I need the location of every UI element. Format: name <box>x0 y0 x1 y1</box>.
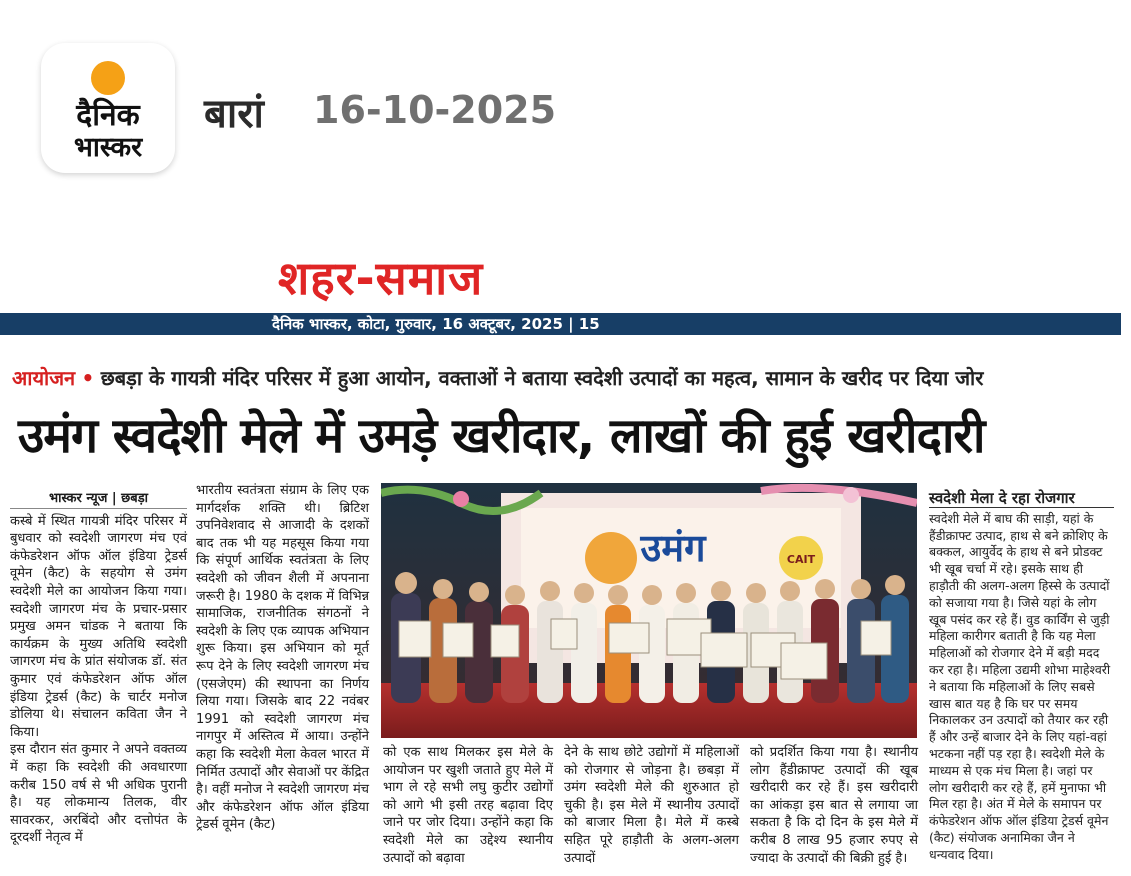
sidebar-heading: स्वदेशी मेला दे रहा रोजगार <box>929 490 1114 508</box>
sidebar-box <box>929 490 1114 864</box>
event-photo-graphic <box>381 483 917 738</box>
event-photo <box>381 483 917 738</box>
logo-line-2: भास्कर <box>73 132 143 163</box>
article-byline: भास्कर न्यूज | छबड़ा <box>10 490 187 509</box>
article-column-5: को प्रदर्शित किया गया है। स्थानीय लोग हैंडीक्राफ्ट उत्पादों की खूब खरीदारी कर रहे हैं। इस खरीदारी का आंकड़ा इस बात से लगाया जा सकता है कि दो दिन के इस मेले में करीब 8 लाख 95 हजार रुपए से ज्यादा के उत्पादों की बिक्री हुई है। <box>750 745 918 866</box>
article-column-4: देने के साथ छोटे उद्योगों में महिलाओं को रोजगार से जोड़ना है। छबड़ा में उमंग स्वदेशी मेले की शुरुआत हो चुकी है। इस मेले में स्थानीय उत्पादों को बाजार मिला है। मेले में कस्बे सहित पूरे हाड़ौती के अलग-अलग उत्पादों <box>564 745 739 866</box>
kicker-bullet: • <box>81 366 95 390</box>
article-paragraph: भारतीय स्वतंत्रता संग्राम के लिए एक मार्गदर्शक शक्ति थी। ब्रिटिश उपनिवेशवाद से आजादी के दशकों बाद तक भी यह महसूस किया गया कि संपूर्ण आर्थिक स्वतंत्रता के लिए स्वदेशी को जीवन शैली में अपनाना जरूरी है। 1980 के दशक में विभिन्न सामाजिक, राजनीतिक संगठनों ने स्वदेशी के लिए एक व्यापक अभियान शुरू किया। इस अभियान को मूर्त रूप देने के लिए स्वदेशी जागरण मंच (एसजेएम) की स्थापना का निर्णय लिया गया। जिसके बाद 22 नवंबर 1991 को स्वदेशी जागरण मंच नागपुर में अस्तित्व में आया। उन्होंने कहा कि स्वदेशी मेला केवल भारत में निर्मित उत्पादों और सेवाओं पर केंद्रित है। वहीं मनोज ने स्वदेशी जागरण मंच और कंफेडरेशन ऑफ ऑल इंडिया ट्रेडर्स वूमेन (कैट) <box>196 483 369 833</box>
article-paragraph: कस्बे में स्थित गायत्री मंदिर परिसर में बुधवार को स्वदेशी जागरण मंच एवं कंफेडरेशन ऑफ ऑल इंडिया ट्रेडर्स वूमेन (कैट) के सहयोग से उमंग स्वदेशी मेले का आयोजन किया गया। स्वदेशी जागरण मंच के प्रचार-प्रसार प्रमुख अमन चांडक ने बताया कि कार्यक्रम के मुख्य अतिथि स्वदेशी जागरण मंच के प्रांत संयोजक डॉ. संत कुमार एवं कंफेडरेशन ऑफ ऑल इंडिया ट्रेडर्स (कैट) के चार्टर मनोज डोलिया थे। संचालन कविता जैन ने किया। <box>10 513 187 740</box>
logo-line-1: दैनिक <box>76 98 140 133</box>
sun-icon <box>91 61 125 95</box>
article-paragraph: इस दौरान संत कुमार ने अपने वक्तव्य में कहा कि स्वदेशी की अवधारणा करीब 150 वर्ष से भी अधिक पुरानी है। यह लोकमान्य तिलक, वीर सावरकर, अरबिंदो और दत्तोपंत के दूरदर्शी नेतृत्व में <box>10 742 187 846</box>
photo-badge-text: CAIT <box>786 553 816 566</box>
dainik-bhaskar-logo[interactable] <box>41 43 175 173</box>
kicker-text: छबड़ा के गायत्री मंदिर परिसर में हुआ आयोन, वक्ताओं ने बताया स्वदेशी उत्पादों का महत्व, सामान के खरीद पर दिया जोर <box>100 366 984 390</box>
article-headline: उमंग स्वदेशी मेले में उमड़े खरीदार, लाखों की हुई खरीदारी <box>18 408 985 464</box>
article-kicker <box>12 364 983 391</box>
article-column-1 <box>10 490 187 847</box>
edition-date[interactable]: 16-10-2025 <box>313 88 557 132</box>
masthead-text: दैनिक भास्कर, कोटा, गुरुवार, 16 अक्टूबर, 2025 | 15 <box>272 315 600 333</box>
kicker-tag: आयोजन <box>12 366 76 390</box>
edition-city[interactable]: बारां <box>204 91 264 137</box>
photo-banner-text: उमंग <box>640 526 706 570</box>
masthead-strip <box>0 313 1121 335</box>
article-column-2 <box>196 482 369 834</box>
article-column-3: को एक साथ मिलकर इस मेले के आयोजन पर खुशी जताते हुए मेले में भाग ले रहे सभी लघु कुटीर उद्योगों को आगे भी इसी तरह बढ़ावा दिए जाने पर जोर दिया। उन्होंने कहा कि स्वदेशी मेले का उद्देश्य स्थानीय उत्पादों को बढ़ावा <box>383 745 553 866</box>
sidebar-body: स्वदेशी मेले में बाघ की साड़ी, यहां के हैंडीक्राफ्ट उत्पाद, हाथ से बने क्रोशिए के बक्कल, आयुर्वेद के हाथ से बने प्रोडक्ट भी खूब चर्चा में रहे। इसके साथ ही हाड़ौती की अलग-अलग हिस्से के उत्पादों को सजाया गया है। जिसे यहां के लोग खूब पसंद कर रहे हैं। वुड कार्विंग से जुड़ी महिला कारीगर बताती है कि यह मेला महिलाओं को रोजगार देने में बड़ी मदद कर रहा है। महिला उद्यमी शोभा माहेश्वरी ने बताया कि महिलाओं के लिए सबसे खास बात यह है कि घर पर समय निकालकर उन उत्पादों को तैयार कर रही हैं और उन्हें बाजार देने के लिए यहां-वहां भटकना नहीं पड़ रहा है। स्वदेशी मेले के माध्यम से एक मंच मिला है। जहां पर लोग खरीदारी कर रहे हैं, हमें मुनाफा भी मिल रहा है। अंत में मेले के समापन पर कंफेडरेशन ऑफ ऑल इंडिया ट्रेडर्स वूमेन (कैट) संयोजक अनामिका जैन ने धन्यवाद दिया। <box>929 510 1111 862</box>
section-title: शहर-समाज <box>278 251 484 305</box>
